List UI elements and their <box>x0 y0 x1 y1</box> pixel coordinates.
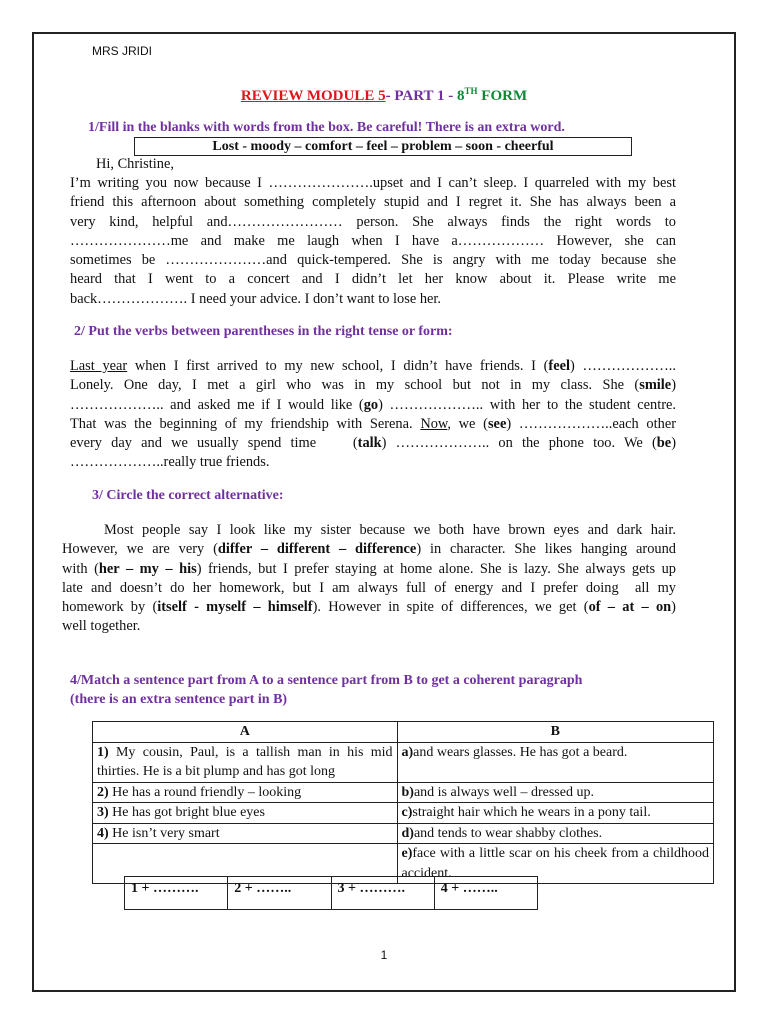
title-form: 8TH FORM <box>457 86 528 104</box>
ex1-heading: 1/Fill in the blanks with words from the box. Be careful! There is an extra word. <box>88 120 565 135</box>
ex2-heading: 2/ Put the verbs between parentheses in the right tense or form: <box>74 324 453 339</box>
table-row: 1) My cousin, Paul, is a tallish man in his mid thirties. He is a bit plump and has got long a)and wears glasses. He has got a beard. <box>93 742 714 782</box>
ex4-heading: 4/Match a sentence part from A to a sentence part from B to get a coherent paragraph (there is an extra sentence part in B) <box>70 673 583 707</box>
answer-cell-1[interactable]: 1 + ………. <box>125 877 228 910</box>
ex1-line: I’m writing you now because I ………………….upset and I can’t sleep. I quarreled with my best <box>70 175 676 191</box>
matching-table <box>92 721 714 884</box>
title-part: - PART 1 - <box>385 88 458 104</box>
answer-cell-2[interactable]: 2 + …….. <box>228 877 331 910</box>
title-review: REVIEW MODULE 5 <box>240 88 386 104</box>
ex1-letter <box>70 174 676 309</box>
table-row: 3) He has got bright blue eyes c)straight hair which he wears in a pony tail. <box>93 803 714 824</box>
column-a-header: A <box>93 722 398 743</box>
table-row: 2) He has a round friendly – looking b)and is always well – dressed up. <box>93 782 714 803</box>
column-b-header: B <box>397 722 714 743</box>
ex1-line: sometimes be …………………and quick-tempered. She is angry with me today because she <box>70 252 676 269</box>
page-title <box>0 86 768 105</box>
ex1-line: back………………. I need your advice. I don’t want to lose her. <box>70 290 442 307</box>
table-row: e)face with a little scar on his cheek from a childhood accident. <box>93 844 714 884</box>
ex1-line: friend this afternoon about something completely stupid and I regret it. She has always been a <box>70 194 676 211</box>
table-row: 4) He isn’t very smart d)and tends to wear shabby clothes. <box>93 823 714 844</box>
word-box: Lost - moody – comfort – feel – problem – soon - cheerful <box>134 137 632 156</box>
ex1-line: heard that I went to a concert and I didn’t let her know about it. Please write me <box>70 271 676 288</box>
table-header-row <box>93 722 714 743</box>
ex3-heading: 3/ Circle the correct alternative: <box>92 488 284 503</box>
page-number: 1 <box>380 948 388 962</box>
author-label: MRS JRIDI <box>92 44 152 58</box>
answer-cell-4[interactable]: 4 + …….. <box>434 877 537 910</box>
ex3-paragraph: Most people say I look like my sister because we both have brown eyes and dark hair. However, we are very (differ – different – difference) in character. She likes hanging around with (her – my – his) friends, but I prefer staying at home alone. She is lazy. She always gets up late and doesn’t do her homework, but I am always full of energy and I prefer doing all my homework by (itself - myself – himself). However in spite of differences, we get (of – at – on) well together. <box>62 522 676 635</box>
ex2-paragraph: Last year when I first arrived to my new school, I didn’t have friends. I (feel) ……………….. Lonely. One day, I met a girl who was in my school but not in my class. She (smile) ……………….. and asked me if I would like (go) ……………….. with her to the student centre. That was the beginning of my friendship with Serena. Now, we (see) ………………..each other every day and we usually spend time (talk) ……………….. on the phone too. We (be) ………………..really true friends. <box>70 358 677 471</box>
answer-cell-3[interactable]: 3 + ………. <box>331 877 434 910</box>
ex1-greeting: Hi, Christine, <box>96 156 174 172</box>
answer-grid <box>124 876 538 910</box>
ex1-line: …………………me and make me laugh when I have a……………… However, she can <box>70 232 676 249</box>
ex1-line: very kind, helpful and…………………… person. She always finds the right words to <box>70 213 676 230</box>
